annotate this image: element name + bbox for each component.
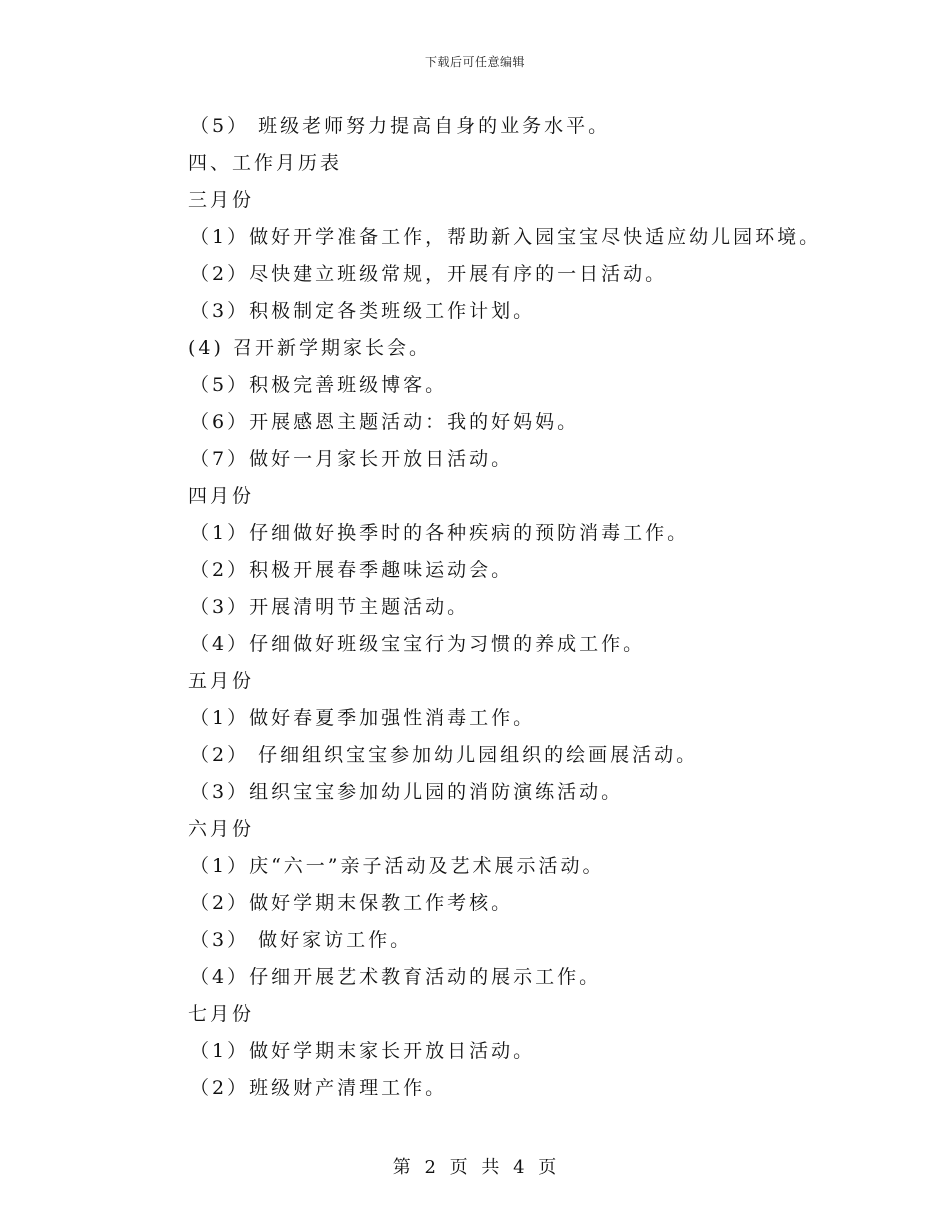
list-item: （3） 做好家访工作。	[190, 929, 413, 951]
list-item: （5）积极完善班级博客。	[190, 374, 448, 396]
list-item: （4）仔细做好班级宝宝行为习惯的养成工作。	[190, 633, 646, 655]
month-heading: 三月份	[188, 189, 255, 211]
list-item: （1）做好学期末家长开放日活动。	[190, 1040, 536, 1062]
document-body	[188, 108, 888, 1107]
list-item: （1）做好开学准备工作，帮助新入园宝宝尽快适应幼儿园环境。	[190, 226, 822, 248]
list-item: （1）庆“六一”亲子活动及艺术展示活动。	[190, 855, 605, 877]
section-heading: 四、工作月历表	[188, 152, 343, 174]
list-item: （3）积极制定各类班级工作计划。	[190, 300, 536, 322]
list-item: （2）积极开展春季趣味运动会。	[190, 559, 514, 581]
list-item: （3）开展清明节主题活动。	[190, 596, 470, 618]
list-item: （5） 班级老师努力提高自身的业务水平。	[190, 115, 611, 137]
list-item: （1）做好春夏季加强性消毒工作。	[190, 707, 536, 729]
list-item: (4) 召开新学期家长会。	[188, 337, 431, 359]
page-number: 第 2 页 共 4 页	[392, 1157, 558, 1178]
list-item: （2）做好学期末保教工作考核。	[190, 892, 514, 914]
list-item: （1）仔细做好换季时的各种疾病的预防消毒工作。	[190, 522, 690, 544]
month-heading: 四月份	[188, 485, 255, 507]
list-item: （4）仔细开展艺术教育活动的展示工作。	[190, 966, 602, 988]
page-header: 下载后可任意编辑	[424, 55, 525, 69]
month-heading: 六月份	[188, 818, 255, 840]
list-item: （2） 仔细组织宝宝参加幼儿园组织的绘画展活动。	[190, 744, 699, 766]
list-item: （2）尽快建立班级常规，开展有序的一日活动。	[190, 263, 668, 285]
month-heading: 五月份	[188, 670, 255, 692]
list-item: （6）开展感恩主题活动：我的好妈妈。	[190, 411, 580, 433]
list-item: （7）做好一月家长开放日活动。	[190, 448, 514, 470]
month-heading: 七月份	[188, 1003, 255, 1025]
list-item: （3）组织宝宝参加幼儿园的消防演练活动。	[190, 781, 624, 803]
list-item: （2）班级财产清理工作。	[190, 1077, 448, 1099]
